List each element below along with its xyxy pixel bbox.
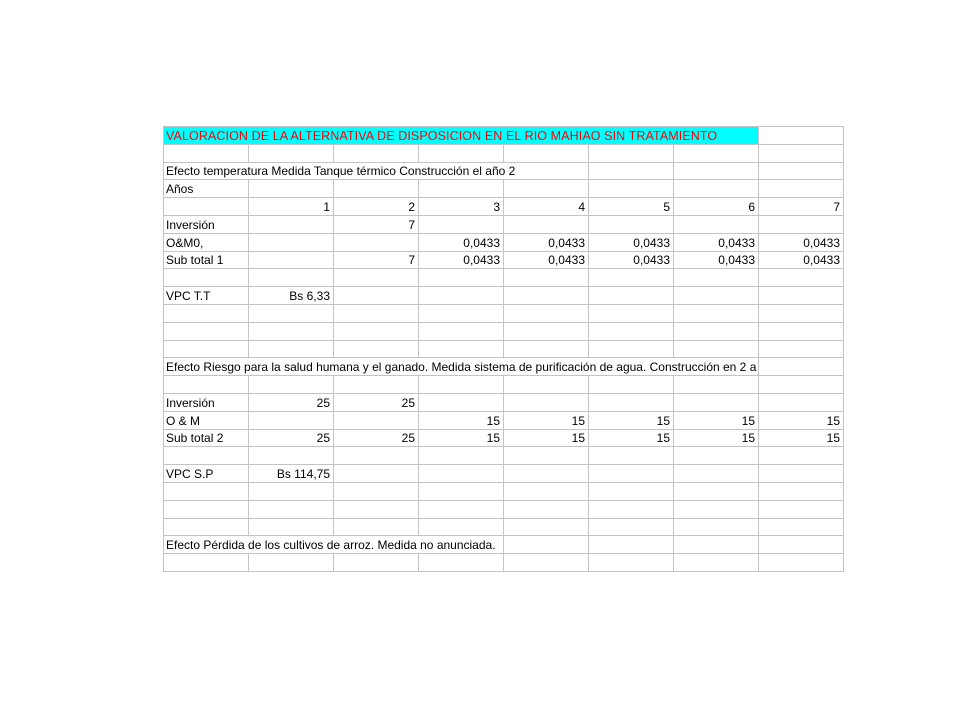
- sheet-cell[interactable]: [674, 429, 759, 447]
- sheet-cell[interactable]: [419, 144, 504, 162]
- cell-value: 15: [741, 431, 755, 446]
- cell-value: 4: [578, 199, 585, 214]
- sheet-cell[interactable]: [419, 304, 504, 322]
- sheet-cell[interactable]: [759, 465, 844, 483]
- sheet-cell[interactable]: [164, 215, 249, 233]
- sheet-cell[interactable]: [164, 518, 249, 536]
- sheet-row: [164, 536, 844, 554]
- sheet-cell[interactable]: [419, 447, 504, 465]
- sheet-cell[interactable]: [589, 287, 674, 305]
- sheet-row: [164, 304, 844, 322]
- sheet-cell[interactable]: [504, 500, 589, 518]
- sheet-row: [164, 251, 844, 269]
- sheet-row: [164, 269, 844, 287]
- sheet-cell[interactable]: [504, 554, 589, 572]
- sheet-cell[interactable]: [164, 127, 718, 145]
- cell-value: Bs 6,33: [289, 288, 330, 303]
- sheet-cell[interactable]: [249, 447, 334, 465]
- sheet-row: [164, 429, 844, 447]
- sheet-cell[interactable]: [164, 447, 249, 465]
- sheet-cell[interactable]: [759, 269, 844, 287]
- cell-value: Años: [166, 182, 194, 197]
- sheet-cell[interactable]: [419, 251, 504, 269]
- cell-value: 15: [486, 431, 500, 446]
- sheet-cell[interactable]: [334, 429, 419, 447]
- sheet-cell[interactable]: [419, 198, 504, 216]
- sheet-cell[interactable]: [504, 144, 589, 162]
- sheet-cell[interactable]: [164, 340, 249, 358]
- sheet-cell[interactable]: [589, 162, 674, 180]
- sheet-cell[interactable]: [589, 536, 674, 554]
- spreadsheet: [163, 126, 844, 573]
- sheet-cell[interactable]: [164, 500, 249, 518]
- sheet-cell[interactable]: [419, 411, 504, 429]
- sheet-cell[interactable]: [504, 376, 589, 394]
- sheet-title: VALORACION DE LA ALTERNATIVA DE DISPOSICION EN EL RIO MAHIAO SIN TRATAMIENTO: [166, 128, 718, 143]
- cell-value: Inversión: [166, 217, 215, 232]
- cell-value: 7: [408, 253, 415, 268]
- sheet-cell[interactable]: [419, 500, 504, 518]
- cell-value: Efecto Pérdida de los cultivos de arroz. Medida no anunciada.: [166, 538, 496, 553]
- sheet-cell[interactable]: [674, 376, 759, 394]
- sheet-cell[interactable]: [164, 482, 249, 500]
- sheet-cell[interactable]: [419, 376, 504, 394]
- sheet-cell[interactable]: [334, 554, 419, 572]
- cell-value: Efecto Riesgo para la salud humana y el ganado. Medida sistema de purificación de agua. Construcción en 2 a: [166, 360, 757, 375]
- sheet-cell[interactable]: [164, 233, 249, 251]
- sheet-cell[interactable]: [674, 162, 759, 180]
- sheet-row: [164, 340, 844, 358]
- sheet-cell[interactable]: [759, 393, 844, 411]
- spreadsheet-body: [164, 127, 844, 572]
- sheet-cell[interactable]: [504, 465, 589, 483]
- sheet-row: [164, 233, 844, 251]
- sheet-cell[interactable]: [504, 304, 589, 322]
- sheet-cell[interactable]: [504, 536, 589, 554]
- sheet-cell[interactable]: [249, 465, 334, 483]
- cell-value: VPC T.T: [166, 288, 211, 303]
- sheet-cell[interactable]: [249, 144, 334, 162]
- sheet-cell[interactable]: [674, 144, 759, 162]
- sheet-cell[interactable]: [164, 465, 249, 483]
- sheet-cell[interactable]: [249, 180, 334, 198]
- cell-value: 2: [408, 199, 415, 214]
- sheet-row: [164, 162, 844, 180]
- sheet-cell[interactable]: [759, 447, 844, 465]
- sheet-cell[interactable]: [504, 162, 589, 180]
- sheet-cell[interactable]: [249, 429, 334, 447]
- sheet-cell[interactable]: [249, 376, 334, 394]
- sheet-cell[interactable]: [504, 180, 589, 198]
- sheet-cell[interactable]: [759, 518, 844, 536]
- sheet-cell[interactable]: [589, 144, 674, 162]
- sheet-cell[interactable]: [249, 233, 334, 251]
- sheet-cell[interactable]: [164, 411, 249, 429]
- sheet-cell[interactable]: [419, 287, 504, 305]
- cell-value: 0,0433: [548, 253, 585, 268]
- sheet-cell[interactable]: [334, 269, 419, 287]
- sheet-cell[interactable]: [334, 287, 419, 305]
- sheet-cell[interactable]: [589, 198, 674, 216]
- sheet-cell[interactable]: [164, 287, 249, 305]
- sheet-cell[interactable]: [419, 233, 504, 251]
- sheet-cell[interactable]: [759, 536, 844, 554]
- sheet-cell[interactable]: [759, 215, 844, 233]
- sheet-cell[interactable]: [759, 162, 844, 180]
- sheet-cell[interactable]: [334, 215, 419, 233]
- sheet-cell[interactable]: [164, 536, 496, 554]
- sheet-row: [164, 500, 844, 518]
- sheet-cell[interactable]: [674, 518, 759, 536]
- sheet-cell[interactable]: [674, 322, 759, 340]
- sheet-cell[interactable]: [419, 554, 504, 572]
- sheet-cell[interactable]: [759, 340, 844, 358]
- sheet-cell[interactable]: [419, 180, 504, 198]
- sheet-cell[interactable]: [164, 162, 516, 180]
- sheet-cell[interactable]: [249, 251, 334, 269]
- sheet-cell[interactable]: [249, 554, 334, 572]
- sheet-cell[interactable]: [419, 269, 504, 287]
- sheet-cell[interactable]: [334, 411, 419, 429]
- cell-value: 0,0433: [803, 253, 840, 268]
- sheet-cell[interactable]: [674, 554, 759, 572]
- sheet-cell[interactable]: [674, 465, 759, 483]
- sheet-cell[interactable]: [164, 198, 249, 216]
- sheet-row: [164, 322, 844, 340]
- sheet-cell[interactable]: [249, 500, 334, 518]
- sheet-cell[interactable]: [759, 500, 844, 518]
- sheet-cell[interactable]: [334, 447, 419, 465]
- cell-value: 15: [571, 413, 585, 428]
- sheet-cell[interactable]: [674, 180, 759, 198]
- sheet-cell[interactable]: [674, 393, 759, 411]
- sheet-cell[interactable]: [589, 322, 674, 340]
- cell-value: Bs 114,75: [276, 466, 330, 481]
- sheet-cell[interactable]: [334, 144, 419, 162]
- sheet-cell[interactable]: [334, 340, 419, 358]
- cell-value: 15: [656, 413, 670, 428]
- sheet-cell[interactable]: [334, 233, 419, 251]
- sheet-cell[interactable]: [334, 393, 419, 411]
- sheet-cell[interactable]: [674, 447, 759, 465]
- sheet-cell[interactable]: [419, 465, 504, 483]
- sheet-cell[interactable]: [759, 287, 844, 305]
- sheet-cell[interactable]: [419, 340, 504, 358]
- cell-value: 15: [656, 431, 670, 446]
- sheet-cell[interactable]: [249, 198, 334, 216]
- cell-value: 15: [571, 431, 585, 446]
- sheet-cell[interactable]: [164, 144, 249, 162]
- sheet-cell[interactable]: [334, 500, 419, 518]
- sheet-cell[interactable]: [674, 269, 759, 287]
- sheet-cell[interactable]: [334, 304, 419, 322]
- sheet-cell[interactable]: [674, 500, 759, 518]
- sheet-cell[interactable]: [164, 358, 757, 376]
- sheet-cell[interactable]: [334, 376, 419, 394]
- sheet-cell[interactable]: [674, 482, 759, 500]
- sheet-cell[interactable]: [589, 233, 674, 251]
- sheet-cell[interactable]: [504, 233, 589, 251]
- sheet-row: [164, 447, 844, 465]
- sheet-cell[interactable]: [504, 322, 589, 340]
- sheet-cell[interactable]: [419, 322, 504, 340]
- cell-value: 7: [408, 217, 415, 232]
- cell-value: Sub total 1: [166, 253, 224, 268]
- sheet-cell[interactable]: [164, 429, 249, 447]
- sheet-cell[interactable]: [249, 287, 334, 305]
- sheet-cell[interactable]: [164, 180, 249, 198]
- sheet-cell[interactable]: [759, 358, 844, 376]
- cell-value: 0,0433: [803, 235, 840, 250]
- cell-value: 15: [826, 431, 840, 446]
- sheet-cell[interactable]: [589, 411, 674, 429]
- sheet-cell[interactable]: [164, 376, 249, 394]
- sheet-cell[interactable]: [589, 554, 674, 572]
- sheet-cell[interactable]: [504, 269, 589, 287]
- sheet-cell[interactable]: [674, 251, 759, 269]
- sheet-cell[interactable]: [589, 304, 674, 322]
- sheet-cell[interactable]: [419, 393, 504, 411]
- sheet-row: [164, 411, 844, 429]
- sheet-cell[interactable]: [589, 518, 674, 536]
- sheet-cell[interactable]: [674, 536, 759, 554]
- sheet-row: [164, 554, 844, 572]
- sheet-cell[interactable]: [419, 482, 504, 500]
- sheet-cell[interactable]: [759, 127, 844, 145]
- sheet-cell[interactable]: [249, 411, 334, 429]
- sheet-cell[interactable]: [674, 215, 759, 233]
- sheet-cell[interactable]: [164, 322, 249, 340]
- sheet-cell[interactable]: [504, 411, 589, 429]
- sheet-cell[interactable]: [589, 180, 674, 198]
- sheet-cell[interactable]: [589, 465, 674, 483]
- cell-value: 6: [748, 199, 755, 214]
- sheet-cell[interactable]: [504, 251, 589, 269]
- sheet-cell[interactable]: [419, 429, 504, 447]
- sheet-cell[interactable]: [334, 251, 419, 269]
- sheet-cell[interactable]: [249, 304, 334, 322]
- sheet-row: [164, 482, 844, 500]
- sheet-row: [164, 393, 844, 411]
- sheet-cell[interactable]: [249, 393, 334, 411]
- sheet-cell[interactable]: [504, 198, 589, 216]
- sheet-cell[interactable]: [334, 518, 419, 536]
- cell-value: 0,0433: [548, 235, 585, 250]
- cell-value: Inversión: [166, 395, 215, 410]
- sheet-cell[interactable]: [419, 518, 504, 536]
- cell-value: 0,0433: [463, 235, 500, 250]
- sheet-row: [164, 465, 844, 483]
- cell-value: 15: [741, 413, 755, 428]
- sheet-cell[interactable]: [504, 518, 589, 536]
- sheet-cell[interactable]: [674, 340, 759, 358]
- sheet-cell[interactable]: [334, 198, 419, 216]
- sheet-cell[interactable]: [504, 340, 589, 358]
- sheet-cell[interactable]: [589, 447, 674, 465]
- sheet-cell[interactable]: [589, 482, 674, 500]
- cell-value: 3: [493, 199, 500, 214]
- cell-value: O&M0,: [166, 235, 204, 250]
- sheet-cell[interactable]: [674, 198, 759, 216]
- sheet-cell[interactable]: [249, 340, 334, 358]
- cell-value: 0,0433: [718, 253, 755, 268]
- sheet-cell[interactable]: [759, 144, 844, 162]
- sheet-cell[interactable]: [249, 215, 334, 233]
- sheet-cell[interactable]: [504, 429, 589, 447]
- sheet-cell[interactable]: [589, 500, 674, 518]
- sheet-cell[interactable]: [759, 304, 844, 322]
- sheet-row: [164, 127, 844, 145]
- sheet-cell[interactable]: [589, 251, 674, 269]
- cell-value: 25: [401, 395, 415, 410]
- cell-value: Efecto temperatura Medida Tanque térmico Construcción el año 2: [166, 164, 516, 179]
- sheet-cell[interactable]: [164, 304, 249, 322]
- sheet-cell[interactable]: [334, 482, 419, 500]
- cell-value: 15: [826, 413, 840, 428]
- sheet-cell[interactable]: [249, 518, 334, 536]
- cell-value: 0,0433: [718, 235, 755, 250]
- sheet-cell[interactable]: [164, 251, 249, 269]
- sheet-cell[interactable]: [504, 482, 589, 500]
- sheet-cell[interactable]: [674, 287, 759, 305]
- sheet-cell[interactable]: [759, 411, 844, 429]
- spreadsheet-table: [163, 126, 844, 572]
- cell-value: O & M: [166, 413, 201, 428]
- sheet-cell[interactable]: [759, 376, 844, 394]
- sheet-cell[interactable]: [164, 554, 249, 572]
- sheet-cell[interactable]: [504, 447, 589, 465]
- cell-value: 0,0433: [463, 253, 500, 268]
- sheet-cell[interactable]: [419, 215, 504, 233]
- sheet-cell[interactable]: [249, 269, 334, 287]
- sheet-row: [164, 215, 844, 233]
- sheet-cell[interactable]: [589, 215, 674, 233]
- cell-value: 1: [323, 199, 330, 214]
- sheet-row: [164, 198, 844, 216]
- sheet-cell[interactable]: [164, 393, 249, 411]
- sheet-cell[interactable]: [504, 287, 589, 305]
- cell-value: 15: [486, 413, 500, 428]
- cell-value: 5: [663, 199, 670, 214]
- sheet-cell[interactable]: [759, 322, 844, 340]
- cell-value: 25: [316, 431, 330, 446]
- cell-value: Sub total 2: [166, 431, 224, 446]
- sheet-cell[interactable]: [589, 340, 674, 358]
- sheet-cell[interactable]: [249, 482, 334, 500]
- sheet-cell[interactable]: [674, 304, 759, 322]
- sheet-row: [164, 180, 844, 198]
- sheet-cell[interactable]: [759, 251, 844, 269]
- sheet-cell[interactable]: [589, 393, 674, 411]
- cell-value: 7: [833, 199, 840, 214]
- sheet-row: [164, 358, 844, 376]
- cell-value: VPC S.P: [166, 466, 214, 481]
- sheet-cell[interactable]: [759, 482, 844, 500]
- sheet-cell[interactable]: [334, 465, 419, 483]
- sheet-row: [164, 287, 844, 305]
- sheet-cell[interactable]: [589, 269, 674, 287]
- sheet-cell[interactable]: [759, 198, 844, 216]
- sheet-cell[interactable]: [504, 393, 589, 411]
- sheet-cell[interactable]: [249, 322, 334, 340]
- sheet-cell[interactable]: [589, 376, 674, 394]
- sheet-cell[interactable]: [674, 411, 759, 429]
- sheet-cell[interactable]: [759, 554, 844, 572]
- cell-value: 25: [316, 395, 330, 410]
- sheet-cell[interactable]: [759, 180, 844, 198]
- sheet-cell[interactable]: [759, 233, 844, 251]
- cell-value: 0,0433: [633, 235, 670, 250]
- cell-value: 25: [401, 431, 415, 446]
- sheet-cell[interactable]: [589, 429, 674, 447]
- sheet-cell[interactable]: [334, 180, 419, 198]
- sheet-cell[interactable]: [504, 215, 589, 233]
- sheet-row: [164, 518, 844, 536]
- sheet-cell[interactable]: [164, 269, 249, 287]
- sheet-cell[interactable]: [674, 233, 759, 251]
- sheet-row: [164, 144, 844, 162]
- sheet-row: [164, 376, 844, 394]
- sheet-cell[interactable]: [759, 429, 844, 447]
- sheet-cell[interactable]: [334, 322, 419, 340]
- cell-value: 0,0433: [633, 253, 670, 268]
